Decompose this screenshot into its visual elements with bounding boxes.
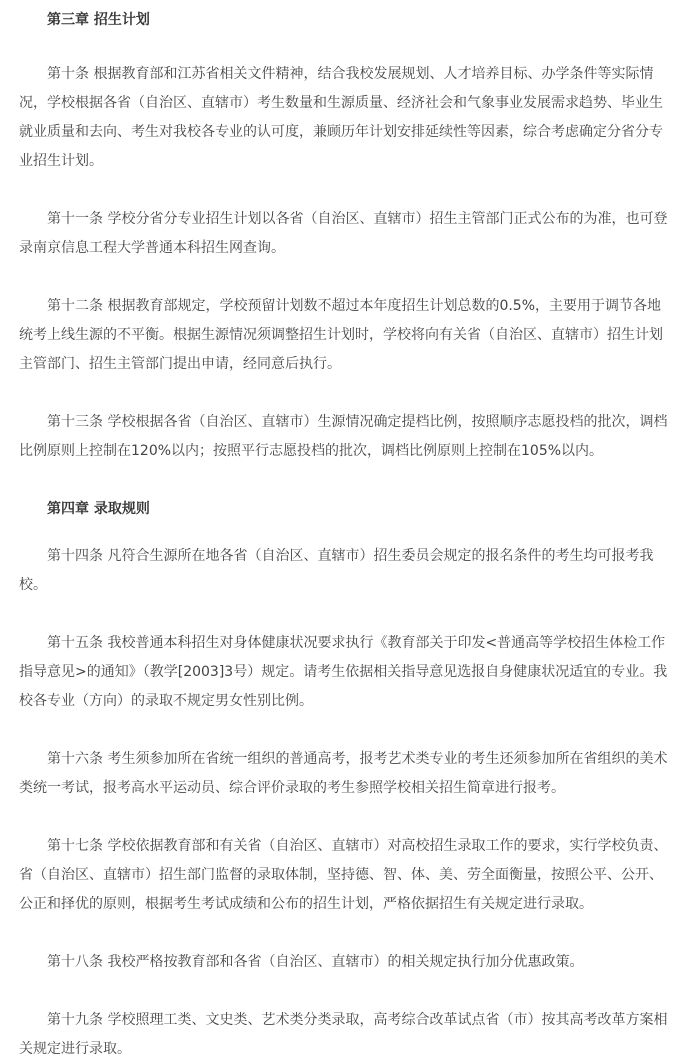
article-15: 第十五条 我校普通本科招生对身体健康状况要求执行《教育部关于印发<普通高等学校招生体检工作指导意见>的通知》（教学[2003]3号）规定。请考生依据相关指导意见选报自身健康状况适宜的专业。我校各专业（方向）的录取不规定男女性别比例。 [19, 635, 668, 709]
article-13: 第十三条 学校根据各省（自治区、直辖市）生源情况确定提档比例，按照顺序志愿投档的批次，调档比例原则上控制在120%以内；按照平行志愿投档的批次，调档比例原则上控制在105%以内。 [19, 414, 668, 459]
article-18: 第十八条 我校严格按教育部和各省（自治区、直辖市）的相关规定执行加分优惠政策。 [47, 954, 584, 970]
article-16: 第十六条 考生须参加所在省统一组织的普通高考，报考艺术类专业的考生还须参加所在省组织的美术类统一考试，报考高水平运动员、综合评价录取的考生参照学校相关招生简章进行报考。 [19, 751, 668, 796]
document-body [0, 9, 692, 1064]
article-11: 第十一条 学校分省分专业招生计划以各省（自治区、直辖市）招生主管部门正式公布的为准，也可登录南京信息工程大学普通本科招生网查询。 [19, 211, 668, 256]
chapter-3-heading: 第三章 招生计划 [47, 12, 150, 28]
article-12: 第十二条 根据教育部规定，学校预留计划数不超过本年度招生计划总数的0.5%，主要用于调节各地统考上线生源的不平衡。根据生源情况须调整招生计划时，学校将向有关省（自治区、直辖市）招生计划主管部门、招生主管部门提出申请，经同意后执行。 [19, 298, 663, 372]
article-17: 第十七条 学校依据教育部和有关省（自治区、直辖市）对高校招生录取工作的要求，实行学校负责、省（自治区、直辖市）招生部门监督的录取体制，坚持德、智、体、美、劳全面衡量，按照公平、公开、公正和择优的原则，根据考生考试成绩和公布的招生计划，严格依据招生有关规定进行录取。 [19, 838, 668, 912]
article-10: 第十条 根据教育部和江苏省相关文件精神，结合我校发展规划、人才培养目标、办学条件等实际情况，学校根据各省（自治区、直辖市）考生数量和生源质量、经济社会和气象事业发展需求趋势、毕业生就业质量和去向、考生对我校各专业的认可度，兼顾历年计划安排延续性等因素，综合考虑确定分省分专业招生计划。 [19, 66, 663, 169]
chapter-4-heading: 第四章 录取规则 [47, 501, 150, 517]
article-14: 第十四条 凡符合生源所在地各省（自治区、直辖市）招生委员会规定的报名条件的考生均可报考我校。 [19, 548, 654, 593]
article-19: 第十九条 学校照理工类、文史类、艺术类分类录取，高考综合改革试点省（市）按其高考改革方案相关规定进行录取。 [19, 1012, 668, 1057]
